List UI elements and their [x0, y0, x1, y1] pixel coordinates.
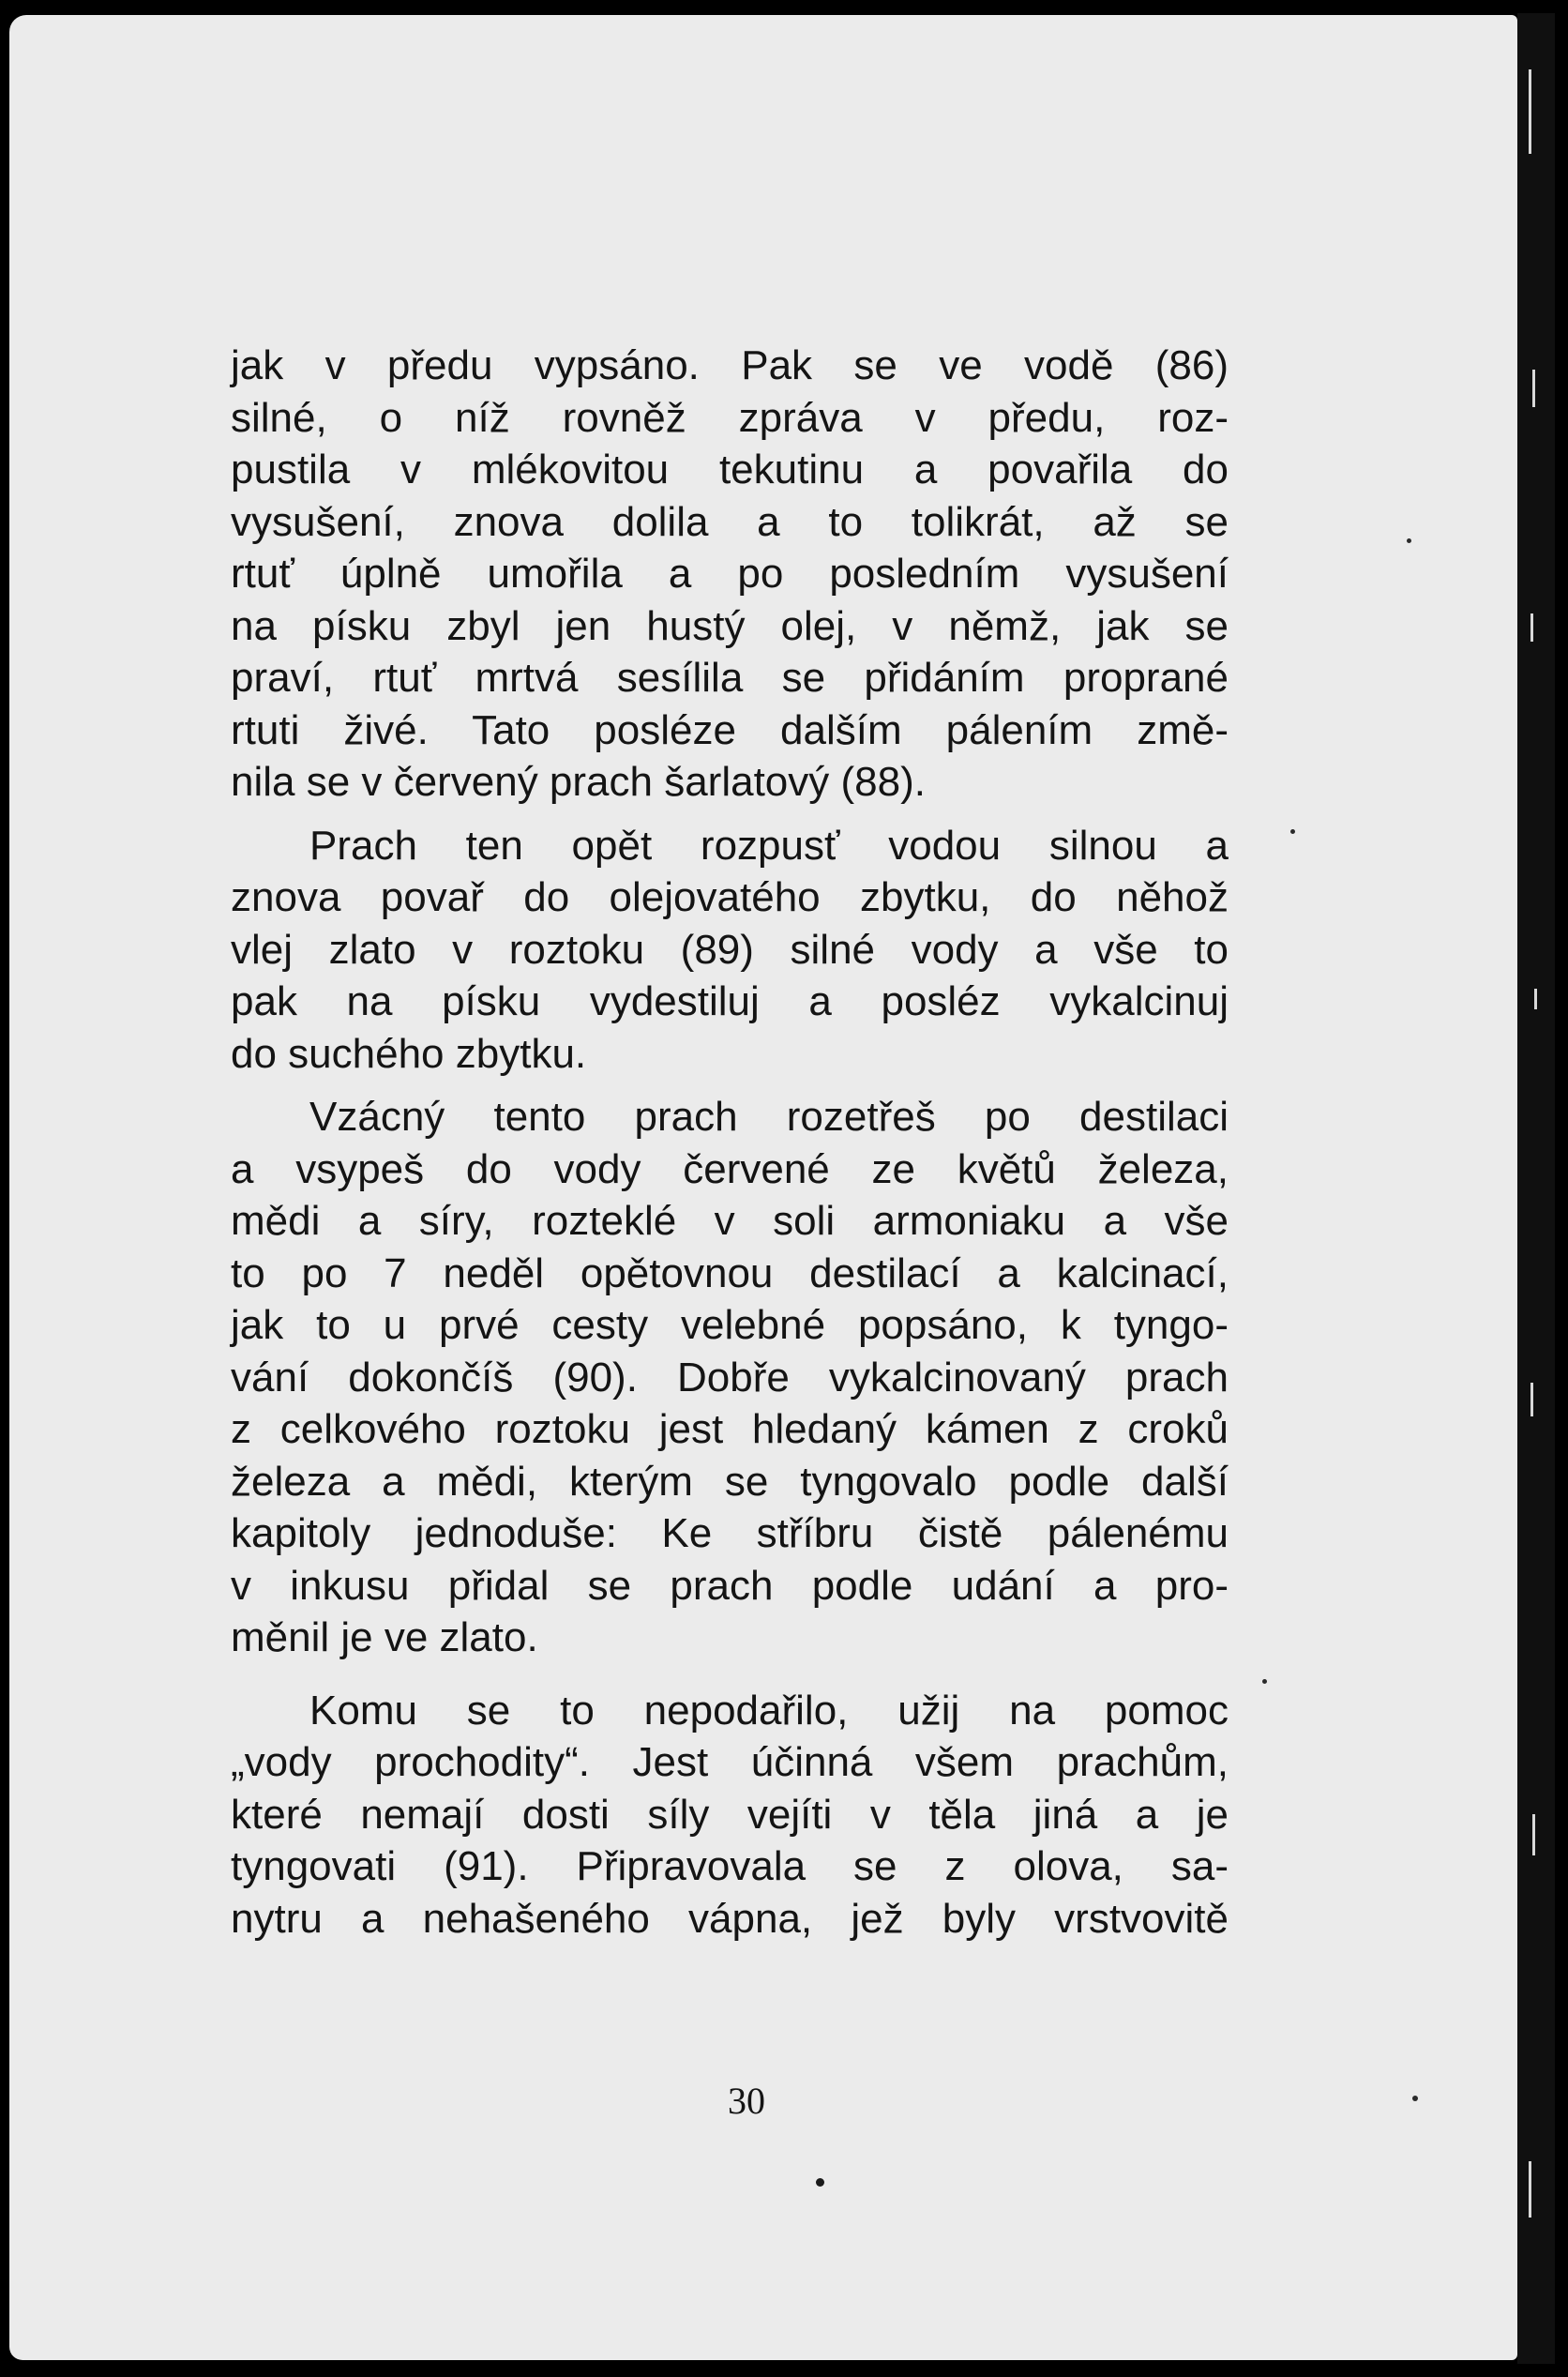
- edge-mark: [1530, 1383, 1533, 1416]
- text-line: Komu se to nepodařilo, užij na pomoc: [309, 1687, 1229, 1734]
- text-line: měnil je ve zlato.: [231, 1614, 538, 1660]
- text-line: a vsypeš do vody červené ze květů železa,: [231, 1145, 1229, 1192]
- edge-mark: [1529, 69, 1531, 154]
- text-line: železa a mědi, kterým se tyngovalo podle další: [231, 1458, 1229, 1505]
- text-line: vání dokončíš (90). Dobře vykalcinovaný prach: [231, 1354, 1229, 1400]
- text-line: jak to u prvé cesty velebné popsáno, k tyngo-: [231, 1302, 1229, 1348]
- text-line: pak na písku vydestiluj a posléz vykalcinuj: [231, 978, 1229, 1024]
- text-line: v inkusu přidal se prach podle udání a pro-: [231, 1562, 1229, 1609]
- text-line: nytru a nehašeného vápna, jež byly vrstvovitě: [231, 1895, 1229, 1942]
- edge-mark: [1532, 370, 1535, 407]
- speck: [1412, 2096, 1418, 2101]
- text-line: jak v předu vypsáno. Pak se ve vodě (86): [231, 342, 1229, 388]
- text-line: mědi a síry, rozteklé v soli armoniaku a vše: [231, 1198, 1229, 1244]
- body-text: [231, 340, 1229, 1945]
- text-line: silné, o níž rovněž zpráva v předu, roz-: [231, 394, 1229, 441]
- speck: [816, 2178, 824, 2187]
- edge-mark: [1529, 2161, 1531, 2218]
- text-line: to po 7 neděl opětovnou destilací a kalcinací,: [231, 1249, 1229, 1296]
- text-line: tyngovati (91). Připravovala se z olova, sa-: [231, 1843, 1229, 1889]
- edge-mark: [1530, 613, 1533, 642]
- text-line: rtuť úplně umořila a po posledním vysušení: [231, 551, 1229, 597]
- text-line: Prach ten opět rozpusť vodou silnou a: [309, 822, 1229, 869]
- edge-mark: [1532, 1814, 1535, 1855]
- text-line: praví, rtuť mrtvá sesílila se přidáním proprané: [231, 655, 1229, 701]
- paragraph-4: [231, 1685, 1229, 1946]
- text-line: které nemají dosti síly vejíti v těla jiná a je: [231, 1791, 1229, 1838]
- text-line: rtuti živé. Tato posléze dalším pálením změ-: [231, 706, 1229, 753]
- speck: [1290, 829, 1295, 834]
- paragraph-2: [231, 820, 1229, 1081]
- book-edge: [1517, 13, 1555, 2364]
- paragraph-3: [231, 1091, 1229, 1664]
- edge-mark: [1534, 989, 1537, 1009]
- text-line: z celkového roztoku jest hledaný kámen z croků: [231, 1406, 1229, 1452]
- speck: [1262, 1679, 1267, 1684]
- text-line: vysušení, znova dolila a to tolikrát, až se: [231, 498, 1229, 545]
- text-line: znova povař do olejovatého zbytku, do něhož: [231, 874, 1229, 920]
- speck: [1407, 538, 1411, 543]
- paragraph-1: [231, 340, 1229, 809]
- text-line: do suchého zbytku.: [231, 1030, 587, 1077]
- text-line: vlej zlato v roztoku (89) silné vody a vše to: [231, 926, 1229, 973]
- page-number: 30: [728, 2080, 765, 2122]
- text-line: pustila v mlékovitou tekutinu a povařila do: [231, 447, 1229, 492]
- text-line: „vody prochodity“. Jest účinná všem prachům,: [231, 1739, 1229, 1785]
- text-line: Vzácný tento prach rozetřeš po destilaci: [309, 1094, 1229, 1140]
- text-line: na písku zbyl jen hustý olej, v němž, jak se: [231, 602, 1229, 649]
- text-line: kapitoly jednoduše: Ke stříbru čistě pálenému: [231, 1510, 1229, 1556]
- text-line: nila se v červený prach šarlatový (88).: [231, 759, 926, 805]
